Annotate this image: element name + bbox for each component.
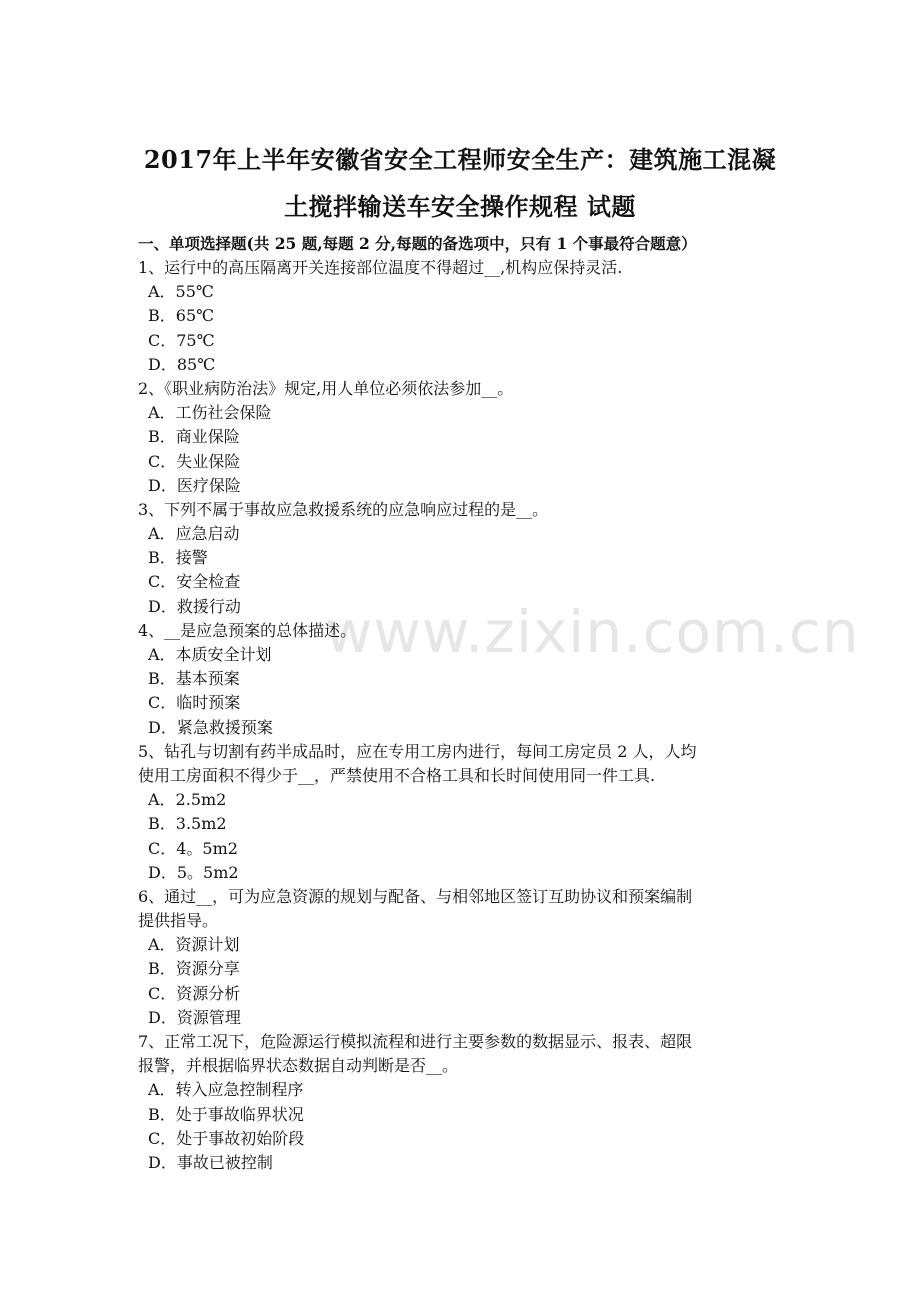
answer-option: A．本质安全计划 (148, 645, 272, 664)
question-text: 7、正常工况下，危险源运行模拟流程和进行主要参数的数据显示、报表、超限 (138, 1032, 693, 1051)
answer-option: D．救援行动 (148, 596, 241, 616)
answer-option: A．2.5m2 (148, 790, 227, 810)
section-heading: 一、单项选择题(共 25 题,每题 2 分,每题的备选项中，只有 1 个事最符合题意） (138, 234, 697, 253)
answer-option: D．事故已被控制 (148, 1152, 273, 1172)
answer-option: B．3.5m2 (148, 814, 227, 834)
question-item (138, 256, 784, 377)
document-title-line-1: 2017年上半年安徽省安全工程师安全生产：建筑施工混凝 (143, 145, 777, 174)
answer-option: D．紧急救援预案 (148, 717, 273, 737)
answer-option: C．处于事故初始阶段 (148, 1128, 305, 1148)
question-text: 3、下列不属于事故应急救援系统的应急响应过程的是__。 (138, 499, 549, 519)
question-text: 6、通过__，可为应急资源的规划与配备、与相邻地区签订互助协议和预案编制 (138, 886, 693, 906)
answer-option: C．失业保险 (148, 451, 241, 471)
watermark: www.zixin.com.cn (325, 598, 860, 666)
document-title-line-2: 土搅拌输送车安全操作规程 试题 (284, 192, 636, 221)
answer-option: B．接警 (148, 548, 208, 568)
question-text: 5、钻孔与切割有药半成品时，应在专用工房内进行，每间工房定员 2 人，人均 (138, 741, 697, 761)
question-text: 1、运行中的高压隔离开关连接部位温度不得超过__,机构应保持灵活. (138, 258, 623, 277)
answer-option: C．安全检查 (148, 572, 241, 592)
answer-option: C．4。5m2 (148, 838, 238, 858)
question-item (138, 1030, 784, 1175)
answer-option: B．商业保险 (148, 427, 240, 447)
question-item (138, 619, 784, 740)
question-item (138, 377, 784, 498)
answer-option: D．资源管理 (148, 1007, 241, 1027)
question-text: 4、__是应急预案的总体描述。 (138, 620, 357, 640)
question-text: 2、《职业病防治法》规定,用人单位必须依法参加__。 (138, 378, 514, 398)
answer-option: A．55℃ (148, 282, 214, 302)
answer-option: B．资源分享 (148, 959, 240, 979)
answer-option: D．医疗保险 (148, 475, 241, 495)
answer-option: A．工伤社会保险 (148, 403, 272, 423)
question-item (138, 740, 784, 885)
answer-option: D．85℃ (148, 354, 216, 374)
answer-option: D．5。5m2 (148, 862, 239, 882)
answer-option: A．转入应急控制程序 (148, 1080, 304, 1100)
question-item (138, 498, 784, 619)
question-text: 报警，并根据临界状态数据自动判断是否__。 (138, 1056, 459, 1076)
question-item (138, 885, 784, 1030)
answer-option: B．基本预案 (148, 669, 240, 689)
question-list (138, 256, 784, 1175)
answer-option: B．65℃ (148, 306, 215, 326)
question-text: 提供指导。 (138, 911, 219, 931)
answer-option: C．资源分析 (148, 983, 241, 1003)
answer-option: C．75℃ (148, 330, 215, 350)
answer-option: B．处于事故临界状况 (148, 1104, 304, 1124)
question-text: 使用工房面积不得少于__，严禁使用不合格工具和长时间使用同一件工具. (138, 765, 656, 785)
answer-option: A．应急启动 (148, 524, 240, 544)
answer-option: C．临时预案 (148, 693, 241, 713)
answer-option: A．资源计划 (148, 935, 240, 955)
